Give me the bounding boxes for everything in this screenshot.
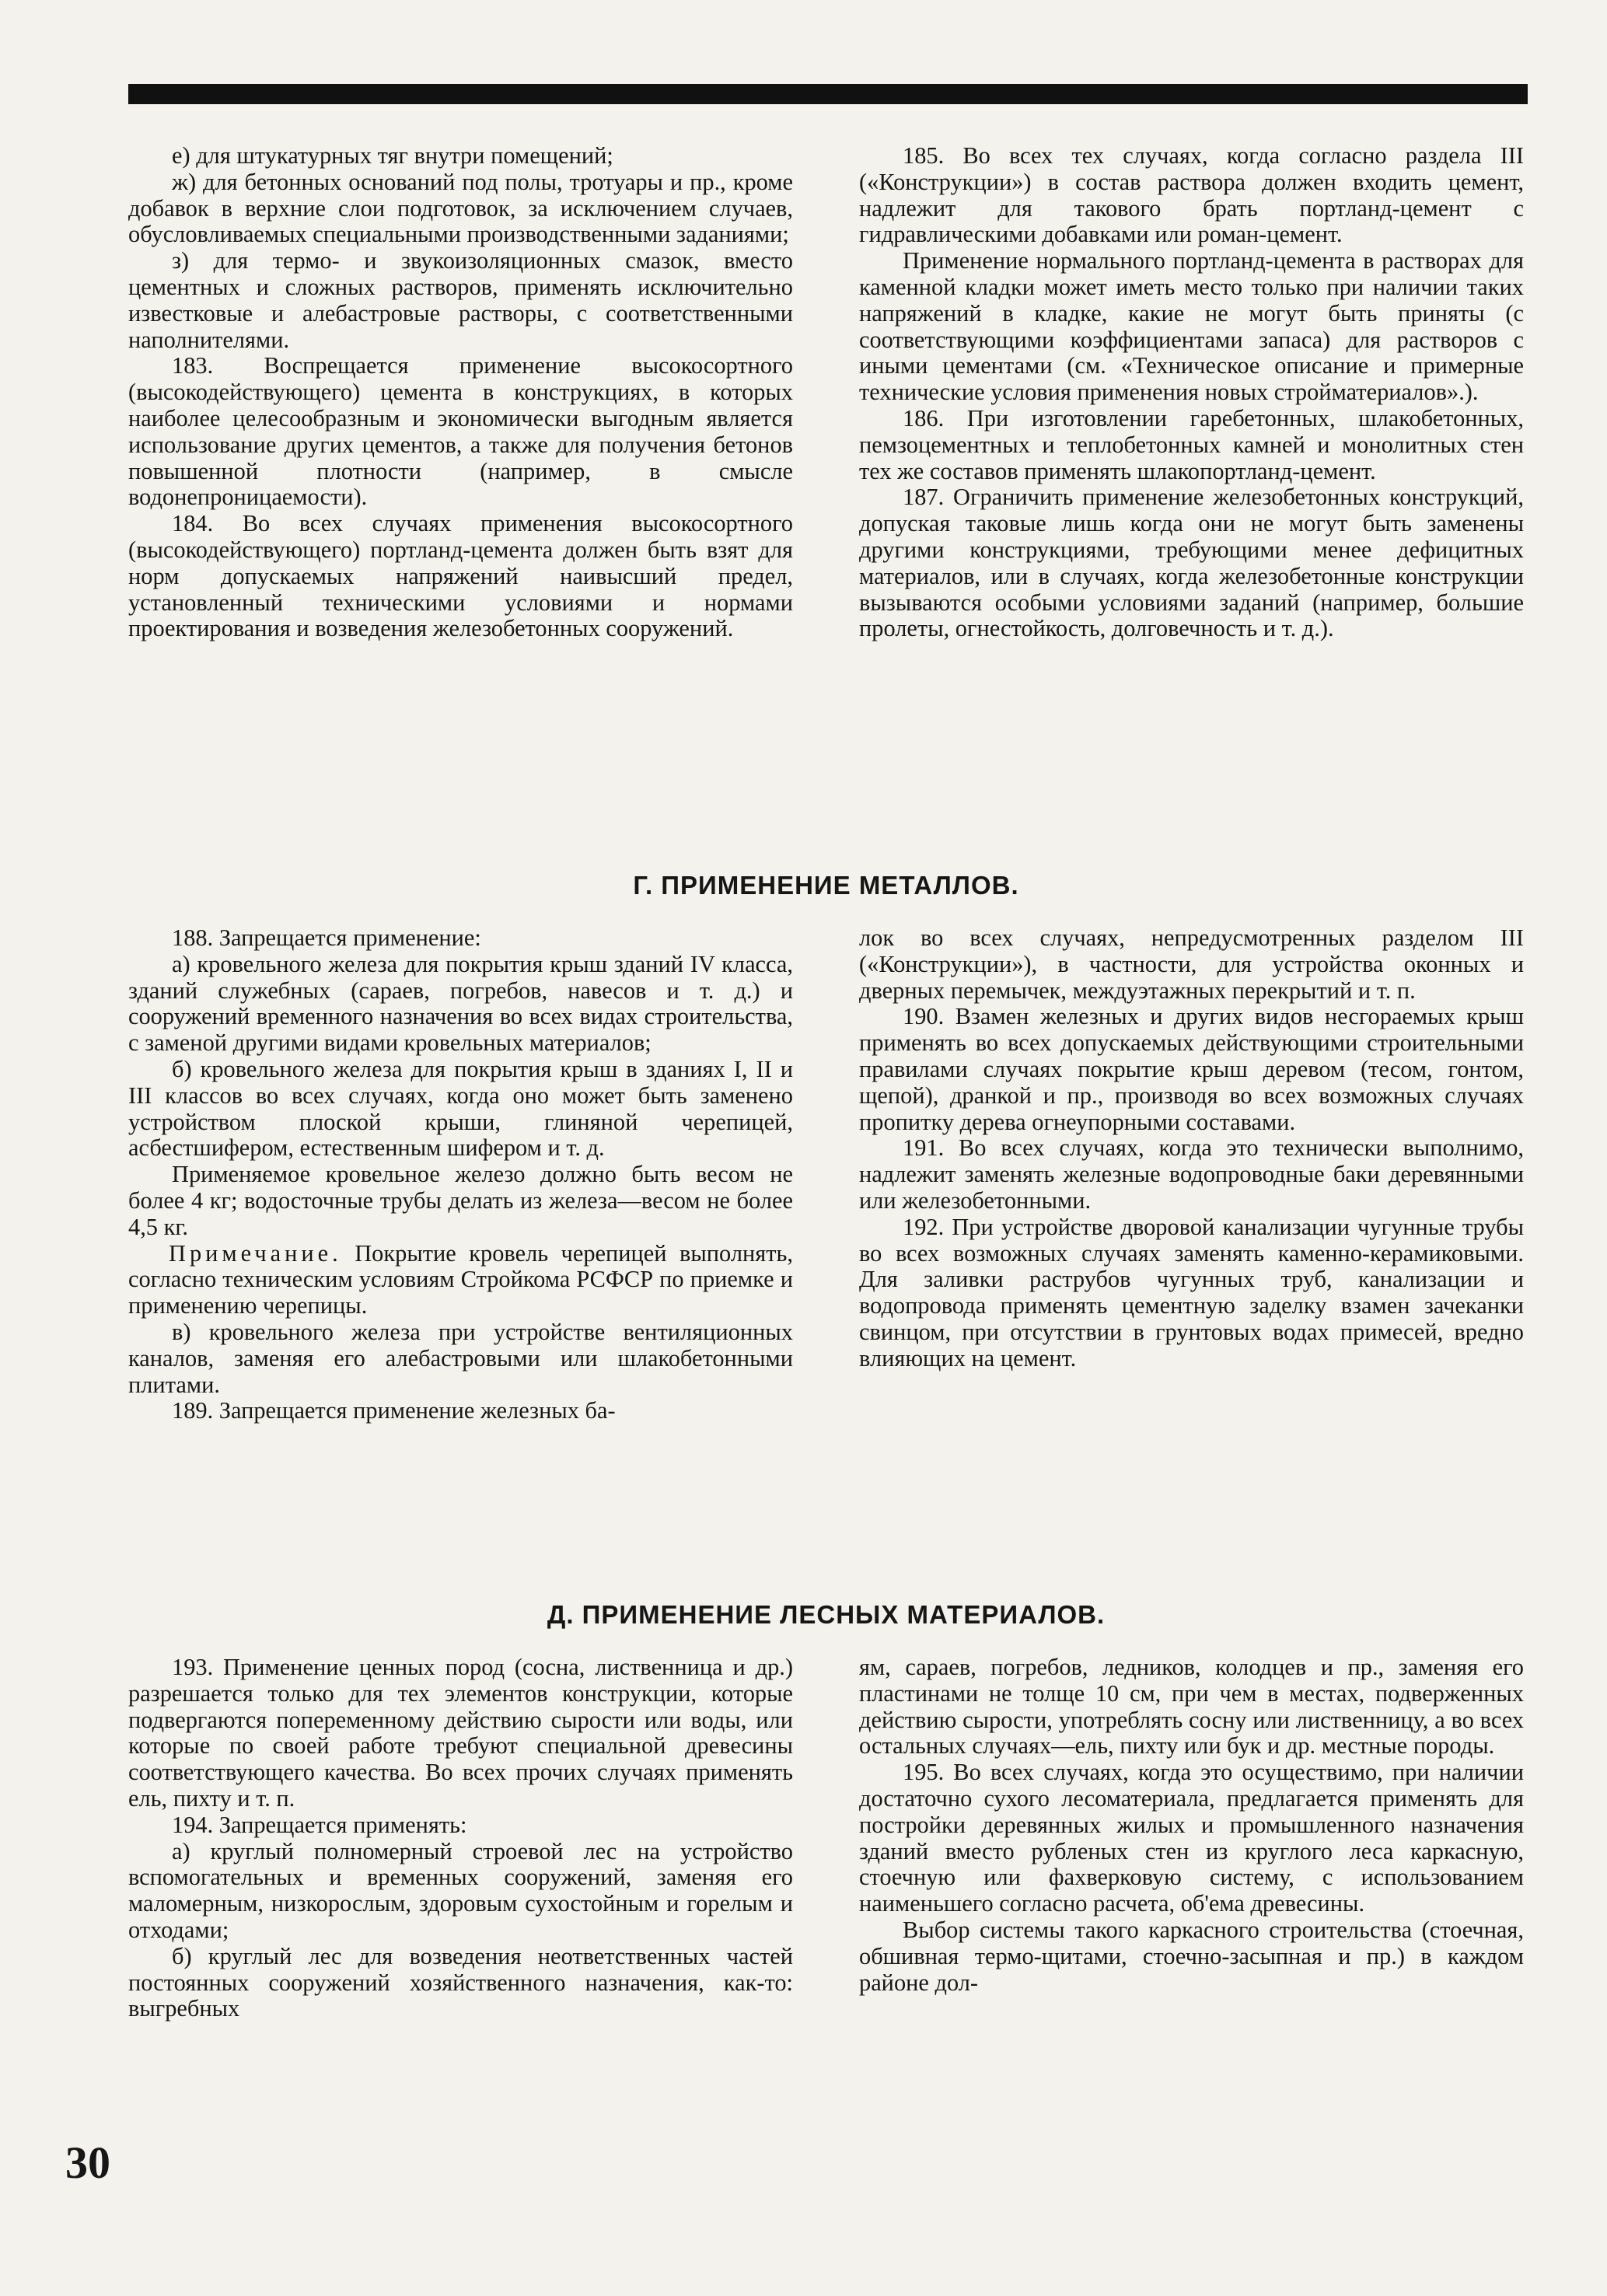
- paragraph: в) кровельного железа при устройстве вентиляционных каналов, заменяя его алебастровыми или шлакобетонными плитами.: [128, 1318, 793, 1398]
- paragraph: 192. При устройстве дворовой канализации чугунные трубы во всех возможных случаях заменять каменно-керамиковыми. Для заливки раструбов чугунных труб, канализации и водопровода применять цементную заделку взамен зачеканки свинцом, при отсутствии в грунтовых водах примесей, вредно влияющих на цемент.: [859, 1213, 1524, 1372]
- paragraph: а) круглый полномерный строевой лес на устройство вспомогательных и временных сооружений, заменяя его маломерным, низкорослым, здоровым сухостойным и горелым и отходами;: [128, 1837, 793, 1943]
- paragraph: 184. Во всех случаях применения высокосортного (высокодействующего) портланд-цемента должен быть взят для норм допускаемых напряжений наивысший предел, установленный техническими условиями и нормами проектирования и возведения железобетонных сооружений.: [128, 510, 793, 642]
- paragraph: 195. Во всех случаях, когда это осуществимо, при наличии достаточно сухого лесоматериала, предлагается применять для постройки деревянных жилых и промышленного назначения зданий вместо рубленых стен из круглого леса каркасную, стоечную или фахверковую систему, с использованием наименьшего согласно расчета, об'ема древесины.: [859, 1759, 1524, 1917]
- section-heading-timber: Д. ПРИМЕНЕНИЕ ЛЕСНЫХ МАТЕРИАЛОВ.: [547, 1600, 1106, 1629]
- paragraph: б) кровельного железа для покрытия крыш в зданиях I, II и III классов во всех случаях, когда оно может быть заменено устройством плоской крыши, глиняной черепицей, асбестшифером, естественным шифером и т. д.: [128, 1055, 793, 1162]
- section-timber: [128, 1655, 1524, 2022]
- paragraph: 183. Воспрещается применение высокосортного (высокодействующего) цемента в конструкциях, в которых наиболее целесообразным и экономически выгодным является использование других цементов, а также для получения бетонов повышенной плотности (например, в смысле водонепроницаемости).: [128, 352, 793, 511]
- paragraph: 185. Во всех тех случаях, когда согласно раздела III («Конструкции») в состав раствора должен входить цемент, надлежит для такового брать портланд-цемент с гидравлическими добавками или роман-цемент.: [859, 142, 1524, 248]
- note-text: Покрытие кровель черепицей выполнять, согласно техническим условиям Стройкома РСФСР по приемке и применению черепицы.: [128, 1239, 793, 1319]
- paragraph: 189. Запрещается применение железных ба-: [172, 1397, 616, 1424]
- paragraph: Применение нормального портланд-цемента в растворах для каменной кладки может иметь место только при наличии таких напряжений в кладке, какие не могут быть приняты (с соответствующими коэффициентами запаса) для растворов с иными цементами (см. «Техническое описание и примерные технические условия применения новых стройматериалов».).: [859, 247, 1524, 406]
- section-heading-metals: Г. ПРИМЕНЕНИЕ МЕТАЛЛОВ.: [633, 871, 1019, 900]
- paragraph: 186. При изготовлении гаребетонных, шлакобетонных, пемзоцементных и теплобетонных камней и монолитных стен тех же составов применять шлакопортланд-цемент.: [859, 404, 1524, 484]
- paragraph: б) круглый лес для возведения неответственных частей постоянных сооружений хозяйственного назначения, как-то: выгребных: [128, 1942, 793, 2022]
- paragraph: 188. Запрещается применение:: [172, 924, 481, 951]
- section-cement: [128, 143, 1524, 642]
- paragraph: ям, сараев, погребов, ледников, колодцев и пр., заменяя его пластинами не толще 10 см, при чем в местах, подверженных действию сырости, употреблять сосну или лиственницу, а во всех остальных случаях—ель, пихту или бук и др. местные породы.: [859, 1654, 1524, 1760]
- top-rule: [128, 84, 1528, 104]
- column-left: [128, 925, 793, 1424]
- paragraph: Применяемое кровельное железо должно быть весом не более 4 кг; водосточные трубы делать из железа—весом не более 4,5 кг.: [128, 1161, 793, 1240]
- paragraph: 190. Взамен железных и других видов несгораемых крыш применять во всех допускаемых действующими строительными правилами случаях покрытие крыш деревом (тесом, гонтом, щепой), дранкой и пр., производя во всех возможных случаях пропитку дерева огнеупорными составами.: [859, 1003, 1524, 1135]
- paragraph: 187. Ограничить применение железобетонных конструкций, допуская таковые лишь когда они не могут быть заменены другими конструкциями, требующими менее дефицитных материалов, или в случаях, когда железобетонные конструкции вызываются особыми условиями заданий (например, большие пролеты, огнестойкость, долговечность и т. д.).: [859, 484, 1524, 642]
- column-right: [859, 925, 1524, 1424]
- paragraph: 193. Применение ценных пород (сосна, лиственница и др.) разрешается только для тех элементов конструкции, которые подвергаются попеременному действию сырости или воды, или которые по своей работе требуют специальной древесины соответствующего качества. Во всех прочих случаях применять ель, пихту и т. п.: [128, 1654, 793, 1812]
- paragraph: Выбор системы такого каркасного строительства (стоечная, обшивная термо-щитами, стоечно-засыпная и пр.) в каждом районе дол-: [859, 1916, 1524, 1996]
- paragraph: ж) для бетонных оснований под полы, тротуары и пр., кроме добавок в верхние слои подготовок, за исключением случаев, обусловливаемых специальными производственными заданиями;: [128, 168, 793, 248]
- paragraph: 194. Запрещается применять:: [172, 1811, 467, 1838]
- column-right: [859, 143, 1524, 642]
- column-left: [128, 1655, 793, 2022]
- note-label: Примечание.: [169, 1239, 342, 1267]
- section-metals: [128, 925, 1524, 1424]
- column-left: [128, 143, 793, 642]
- paragraph: з) для термо- и звукоизоляционных смазок, вместо цементных и сложных растворов, применять исключительно известковые и алебастровые растворы, с соответственными наполнителями.: [128, 247, 793, 353]
- paragraph: лок во всех случаях, непредусмотренных разделом III («Конструкции»), в частности, для устройства оконных и дверных перемычек, междуэтажных перекрытий и т. п.: [859, 924, 1524, 1004]
- paragraph: а) кровельного железа для покрытия крыш зданий IV класса, зданий служебных (сараев, погребов, навесов и т. д.) и сооружений временного назначения во всех видах строительства, с заменой другими видами кровельных материалов;: [128, 950, 793, 1057]
- paragraph: е) для штукатурных тяг внутри помещений;: [172, 142, 613, 169]
- note-paragraph: [128, 1241, 793, 1319]
- page-number: 30: [65, 2137, 110, 2188]
- paragraph: 191. Во всех случаях, когда это технически выполнимо, надлежит заменять железные водопроводные баки деревянными или железобетонными.: [859, 1134, 1524, 1214]
- column-right: [859, 1655, 1524, 2022]
